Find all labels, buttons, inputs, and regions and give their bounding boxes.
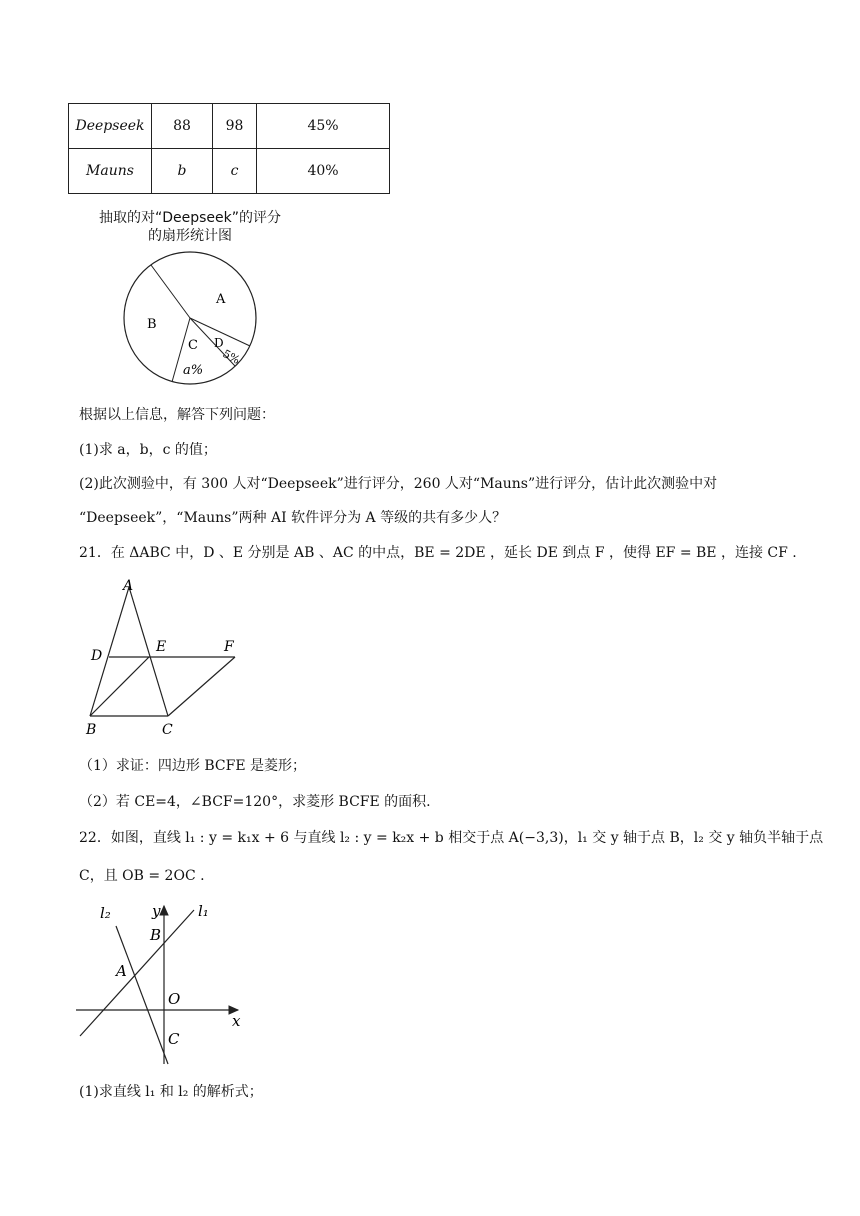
table-cell: b bbox=[152, 149, 213, 194]
question-2-line1: (2)此次测验中，有 300 人对“Deepseek”进行评分，260 人对“Mauns”进行评分，估计此次测验中对 bbox=[79, 476, 718, 492]
slice-value-c: a% bbox=[183, 363, 204, 378]
fig21-label-a: A bbox=[123, 578, 134, 594]
table-cell: c bbox=[213, 149, 257, 194]
fig22-label-b: B bbox=[150, 926, 162, 944]
fig22-label-a: A bbox=[116, 962, 127, 980]
fig22-label-x: x bbox=[232, 1012, 241, 1030]
figure-21 bbox=[80, 572, 250, 742]
fig21-label-c: C bbox=[162, 722, 173, 738]
problem-21-q1: （1）求证：四边形 BCFE 是菱形； bbox=[79, 758, 307, 774]
fig21-label-d: D bbox=[91, 648, 103, 664]
problem-22-q1: (1)求直线 l₁ 和 l₂ 的解析式； bbox=[79, 1084, 263, 1100]
fig22-label-c: C bbox=[168, 1030, 180, 1048]
table-row bbox=[69, 104, 390, 149]
table-cell: 88 bbox=[152, 104, 213, 149]
table-row bbox=[69, 149, 390, 194]
table-cell: Deepseek bbox=[69, 104, 152, 149]
slice-label-d: D bbox=[214, 336, 224, 350]
pie-title-line1: 抽取的对“Deepseek”的评分 bbox=[98, 210, 282, 226]
pie-title-line2: 的扇形统计图 bbox=[148, 228, 232, 244]
pie-title bbox=[90, 209, 290, 245]
fig21-label-f: F bbox=[224, 639, 234, 655]
figure-22 bbox=[72, 896, 252, 1076]
slice-label-c: C bbox=[188, 338, 198, 353]
problem-21-q2: （2）若 CE=4，∠BCF=120°，求菱形 BCFE 的面积. bbox=[79, 794, 431, 810]
fig21-label-b: B bbox=[86, 722, 97, 738]
score-table bbox=[68, 103, 390, 194]
fig21-label-e: E bbox=[156, 639, 167, 655]
question-2-line2: “Deepseek”，“Mauns”两种 AI 软件评分为 A 等级的共有多少人？ bbox=[79, 510, 507, 526]
fig22-label-y: y bbox=[152, 902, 161, 920]
problem-22-line1: 22．如图，直线 l₁ : y = k₁x + 6 与直线 l₂ : y = k₂x + b 相交于点 A(−3,3)，l₁ 交 y 轴于点 B，l₂ 交 y 轴负半轴于点 bbox=[79, 830, 824, 846]
fig22-label-l2: l₂ bbox=[100, 904, 111, 922]
table-cell: 40% bbox=[257, 149, 390, 194]
table-cell: 45% bbox=[257, 104, 390, 149]
table-cell: 98 bbox=[213, 104, 257, 149]
problem-21: 21．在 ΔABC 中，D 、E 分别是 AB 、AC 的中点，BE = 2DE ，延长 DE 到点 F ，使得 EF = BE ，连接 CF . bbox=[79, 545, 797, 561]
slice-label-a: A bbox=[216, 292, 226, 307]
slice-label-b: B bbox=[147, 317, 157, 332]
intro-text: 根据以上信息，解答下列问题： bbox=[79, 407, 275, 423]
pie-divider-ab bbox=[151, 265, 190, 318]
fig22-label-o: O bbox=[168, 990, 181, 1008]
fig22-label-l1: l₁ bbox=[198, 902, 209, 920]
question-1: (1)求 a，b，c 的值； bbox=[79, 442, 217, 458]
problem-22-line2: C，且 OB = 2OC . bbox=[79, 868, 205, 884]
slice-value-d: 5% bbox=[220, 347, 243, 367]
pie-chart bbox=[115, 248, 265, 388]
table-cell: Mauns bbox=[69, 149, 152, 194]
line-l1 bbox=[80, 910, 194, 1036]
